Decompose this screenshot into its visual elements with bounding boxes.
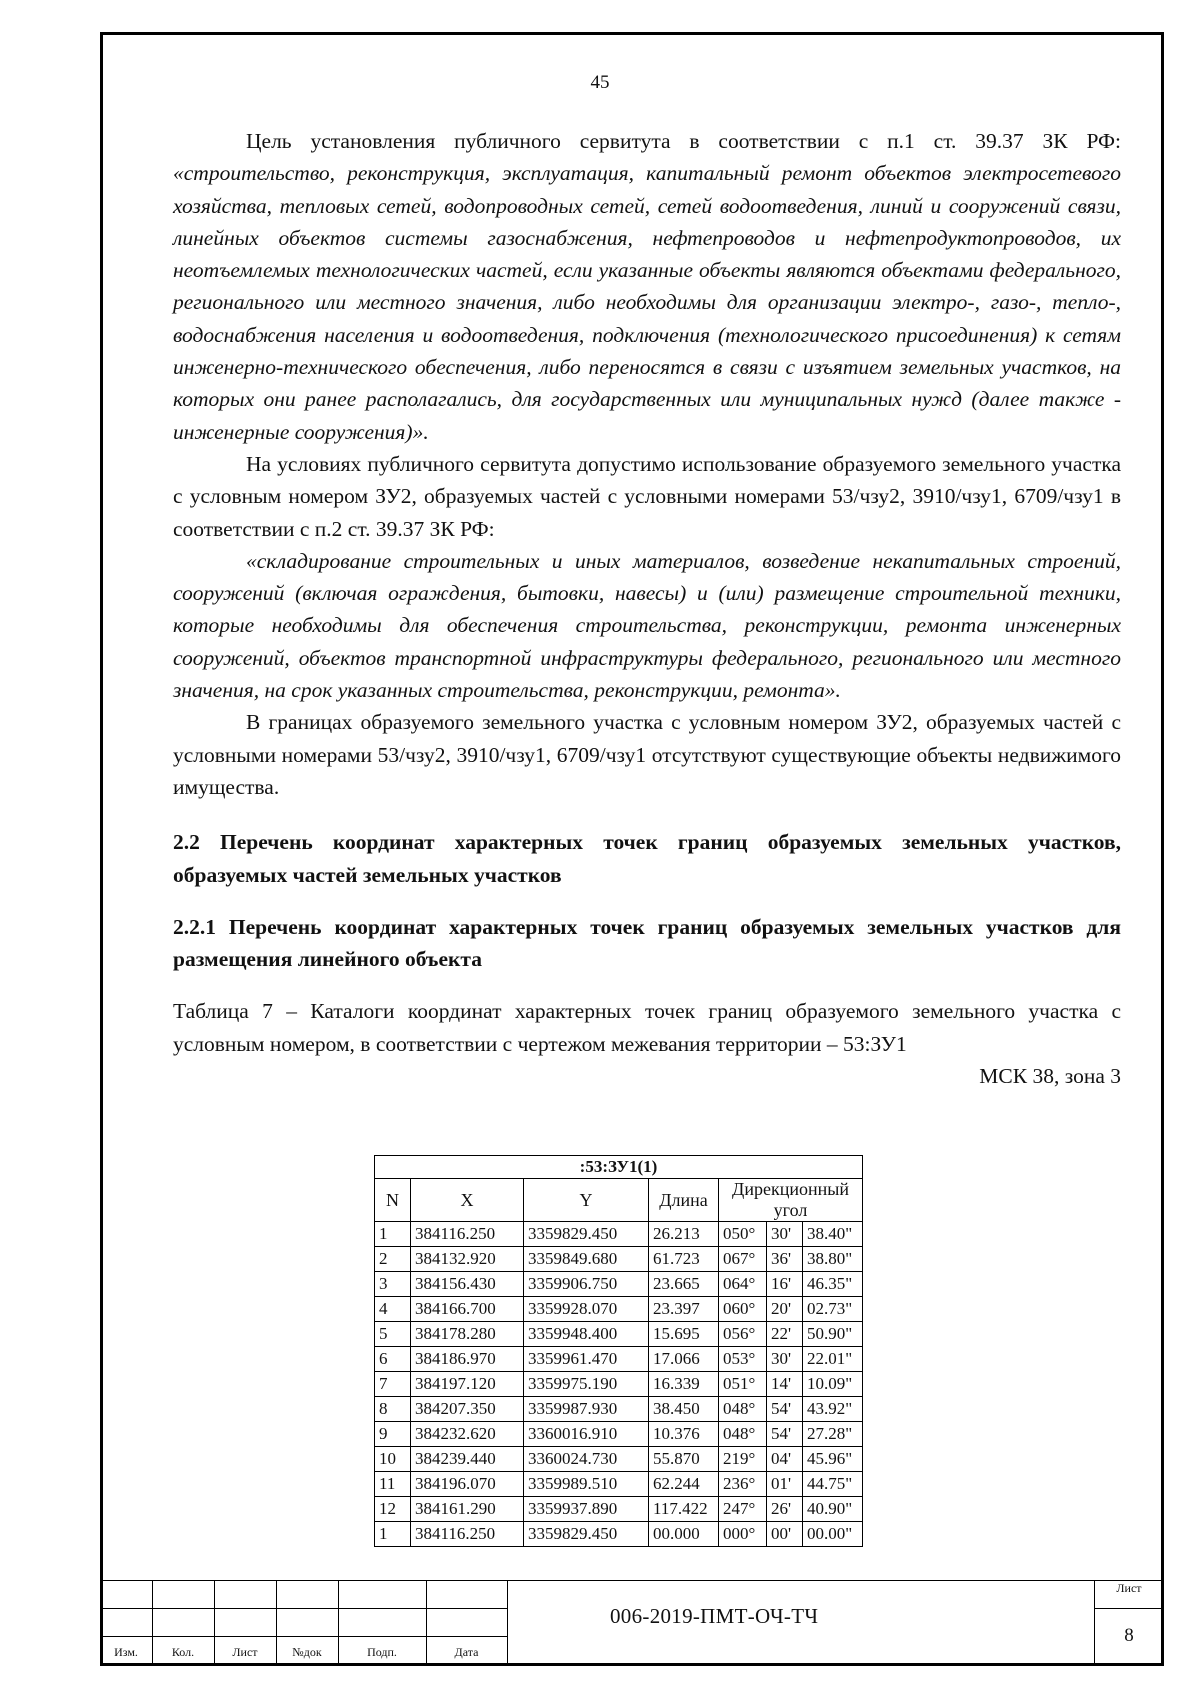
paragraph-servitude-conditions: На условиях публичного сервитута допустимо использование образуемого земельного участка с условным номером ЗУ2, образуемых частей с условными номерами 53/чзу2, 3910/чзу1, 6709/чзу1 в соответствии с п.2 ст. 39.37 ЗК РФ:	[173, 451, 1121, 541]
cell-sec: 43.92"	[803, 1397, 863, 1422]
table-title: :53:ЗУ1(1)	[375, 1156, 863, 1179]
cell-x: 384166.700	[411, 1297, 524, 1322]
cell-n: 12	[375, 1497, 411, 1522]
table-row	[375, 1222, 863, 1247]
document-code: 006-2019-ПМТ-ОЧ-ТЧ	[610, 1604, 819, 1628]
cell-len: 23.397	[649, 1297, 719, 1322]
table-row	[375, 1272, 863, 1297]
cell-min: 54'	[767, 1422, 803, 1447]
cell-x: 384156.430	[411, 1272, 524, 1297]
cell-len: 00.000	[649, 1522, 719, 1547]
cell-x: 384161.290	[411, 1497, 524, 1522]
cell-n: 10	[375, 1447, 411, 1472]
cell-min: 30'	[767, 1222, 803, 1247]
header-length: Длина	[649, 1179, 719, 1222]
cell-min: 04'	[767, 1447, 803, 1472]
cell-len: 23.665	[649, 1272, 719, 1297]
cell-x: 384116.250	[411, 1222, 524, 1247]
coordinate-system: МСК 38, зона 3	[979, 1064, 1121, 1089]
cell-y: 3359906.750	[524, 1272, 649, 1297]
title-block	[100, 1580, 1164, 1666]
section-heading-2-2-1: 2.2.1 Перечень координат характерных точек границ образуемых земельных участков для размещения линейного объекта	[173, 914, 1121, 972]
cell-n: 1	[375, 1522, 411, 1547]
cell-deg: 060°	[719, 1297, 767, 1322]
cell-y: 3359948.400	[524, 1322, 649, 1347]
stamp-label-data: Дата	[454, 1645, 479, 1659]
cell-deg: 219°	[719, 1447, 767, 1472]
cell-min: 36'	[767, 1247, 803, 1272]
cell-len: 61.723	[649, 1247, 719, 1272]
stamp-label-izm: Изм.	[114, 1645, 138, 1659]
cell-sec: 40.90"	[803, 1497, 863, 1522]
header-y: Y	[524, 1179, 649, 1222]
table-row	[375, 1372, 863, 1397]
cell-deg: 000°	[719, 1522, 767, 1547]
cell-len: 55.870	[649, 1447, 719, 1472]
paragraph-no-real-estate: В границах образуемого земельного участка с условным номером ЗУ2, образуемых частей с условными номерами 53/чзу2, 3910/чзу1, 6709/чзу1 отсутствуют существующие объекты недвижимого имущества.	[173, 710, 1121, 799]
cell-sec: 00.00"	[803, 1522, 863, 1547]
table-caption: Таблица 7 – Каталоги координат характерных точек границ образуемого земельного участка с условным номером, в соответствии с чертежом межевания территории – 53:ЗУ1	[173, 999, 1121, 1056]
cell-n: 5	[375, 1322, 411, 1347]
cell-y: 3360024.730	[524, 1447, 649, 1472]
table-row	[375, 1422, 863, 1447]
stamp-label-ndok: №док	[292, 1645, 322, 1659]
cell-y: 3359961.470	[524, 1347, 649, 1372]
table-row	[375, 1497, 863, 1522]
table-row	[375, 1347, 863, 1372]
cell-sec: 50.90"	[803, 1322, 863, 1347]
revision-cells	[100, 1580, 507, 1666]
table-row	[375, 1247, 863, 1272]
cell-y: 3359937.890	[524, 1497, 649, 1522]
cell-y: 3359829.450	[524, 1222, 649, 1247]
stamp-label-kol: Кол.	[171, 1645, 195, 1659]
cell-min: 01'	[767, 1472, 803, 1497]
cell-min: 16'	[767, 1272, 803, 1297]
cell-min: 26'	[767, 1497, 803, 1522]
cell-deg: 247°	[719, 1497, 767, 1522]
cell-y: 3359849.680	[524, 1247, 649, 1272]
cell-len: 10.376	[649, 1422, 719, 1447]
cell-x: 384186.970	[411, 1347, 524, 1372]
cell-n: 11	[375, 1472, 411, 1497]
cell-sec: 38.80"	[803, 1247, 863, 1272]
cell-x: 384207.350	[411, 1397, 524, 1422]
paragraph-lead: Цель установления публичного сервитута в соответствии с п.1 ст. 39.37 ЗК РФ:	[246, 129, 1121, 153]
cell-len: 17.066	[649, 1347, 719, 1372]
cell-n: 8	[375, 1397, 411, 1422]
cell-y: 3360016.910	[524, 1422, 649, 1447]
cell-deg: 067°	[719, 1247, 767, 1272]
cell-n: 3	[375, 1272, 411, 1297]
cell-min: 14'	[767, 1372, 803, 1397]
cell-n: 2	[375, 1247, 411, 1272]
cell-y: 3359987.930	[524, 1397, 649, 1422]
header-n: N	[375, 1179, 411, 1222]
cell-deg: 051°	[719, 1372, 767, 1397]
cell-x: 384116.250	[411, 1522, 524, 1547]
cell-x: 384178.280	[411, 1322, 524, 1347]
table-row	[375, 1472, 863, 1497]
stamp-label-podp: Подп.	[367, 1645, 397, 1659]
cell-n: 9	[375, 1422, 411, 1447]
cell-min: 22'	[767, 1322, 803, 1347]
header-angle: Дирекционный угол	[719, 1179, 863, 1222]
cell-deg: 048°	[719, 1397, 767, 1422]
cell-min: 20'	[767, 1297, 803, 1322]
cell-sec: 46.35"	[803, 1272, 863, 1297]
table-row	[375, 1322, 863, 1347]
cell-len: 26.213	[649, 1222, 719, 1247]
stamp-label-list: Лист	[232, 1645, 258, 1659]
cell-deg: 048°	[719, 1422, 767, 1447]
header-x: X	[411, 1179, 524, 1222]
cell-min: 30'	[767, 1347, 803, 1372]
cell-y: 3359829.450	[524, 1522, 649, 1547]
table-row	[375, 1447, 863, 1472]
cell-len: 38.450	[649, 1397, 719, 1422]
cell-n: 1	[375, 1222, 411, 1247]
table-row	[375, 1522, 863, 1547]
cell-deg: 064°	[719, 1272, 767, 1297]
paragraph-quote: «строительство, реконструкция, эксплуатация, капитальный ремонт объектов электросетевого хозяйства, тепловых сетей, водопроводных сетей, сетей водоотведения, линий и сооружений связи, линейных объектов системы газоснабжения, нефтепроводов и нефтепродуктопроводов, их неотъемлемых технологических частей, если указанные объекты являются объектами федерального, регионального или местного значения, либо необходимы для организации электро-, газо-, тепло-, водоснабжения населения и водоотведения, подключения (технологического присоединения) к сетям инженерно-технического обеспечения, либо переносятся в связи с изъятием земельных участков, на которых они ранее располагались, для государственных или муниципальных нужд (далее также - инженерные сооружения)».	[173, 161, 1121, 444]
cell-deg: 053°	[719, 1347, 767, 1372]
cell-len: 117.422	[649, 1497, 719, 1522]
document-body	[173, 125, 1121, 1092]
cell-x: 384232.620	[411, 1422, 524, 1447]
cell-len: 62.244	[649, 1472, 719, 1497]
cell-n: 6	[375, 1347, 411, 1372]
cell-n: 4	[375, 1297, 411, 1322]
cell-deg: 050°	[719, 1222, 767, 1247]
cell-sec: 45.96"	[803, 1447, 863, 1472]
cell-sec: 44.75"	[803, 1472, 863, 1497]
paragraph-allowed-use-quote: «складирование строительных и иных материалов, возведение некапитальных строений, сооружений (включая ограждения, бытовки, навесы) и (или) размещение строительной техники, которые необходимы для обеспечения строительства, реконструкции, ремонта инженерных сооружений, объектов транспортной инфраструктуры федерального, регионального или местного значения, на срок указанных строительства, реконструкции, ремонта».	[173, 548, 1121, 703]
section-heading-2-2: 2.2 Перечень координат характерных точек границ образуемых земельных участков, образуемых частей земельных участков	[173, 830, 1121, 887]
table-row	[375, 1397, 863, 1422]
cell-x: 384197.120	[411, 1372, 524, 1397]
cell-sec: 22.01"	[803, 1347, 863, 1372]
cell-len: 16.339	[649, 1372, 719, 1397]
sheet-label: Лист	[1116, 1581, 1142, 1595]
cell-len: 15.695	[649, 1322, 719, 1347]
table-row	[375, 1297, 863, 1322]
cell-y: 3359928.070	[524, 1297, 649, 1322]
cell-min: 00'	[767, 1522, 803, 1547]
cell-x: 384196.070	[411, 1472, 524, 1497]
sheet-number: 8	[1124, 1625, 1134, 1646]
cell-sec: 02.73"	[803, 1297, 863, 1322]
cell-y: 3359975.190	[524, 1372, 649, 1397]
cell-deg: 056°	[719, 1322, 767, 1347]
page-number: 45	[590, 72, 610, 93]
cell-sec: 38.40"	[803, 1222, 863, 1247]
cell-sec: 27.28"	[803, 1422, 863, 1447]
coordinates-table	[374, 1155, 863, 1547]
cell-y: 3359989.510	[524, 1472, 649, 1497]
cell-min: 54'	[767, 1397, 803, 1422]
cell-x: 384132.920	[411, 1247, 524, 1272]
paragraph-servitude-purpose	[173, 125, 1121, 448]
cell-deg: 236°	[719, 1472, 767, 1497]
table-body	[375, 1222, 863, 1547]
cell-x: 384239.440	[411, 1447, 524, 1472]
cell-n: 7	[375, 1372, 411, 1397]
cell-sec: 10.09"	[803, 1372, 863, 1397]
